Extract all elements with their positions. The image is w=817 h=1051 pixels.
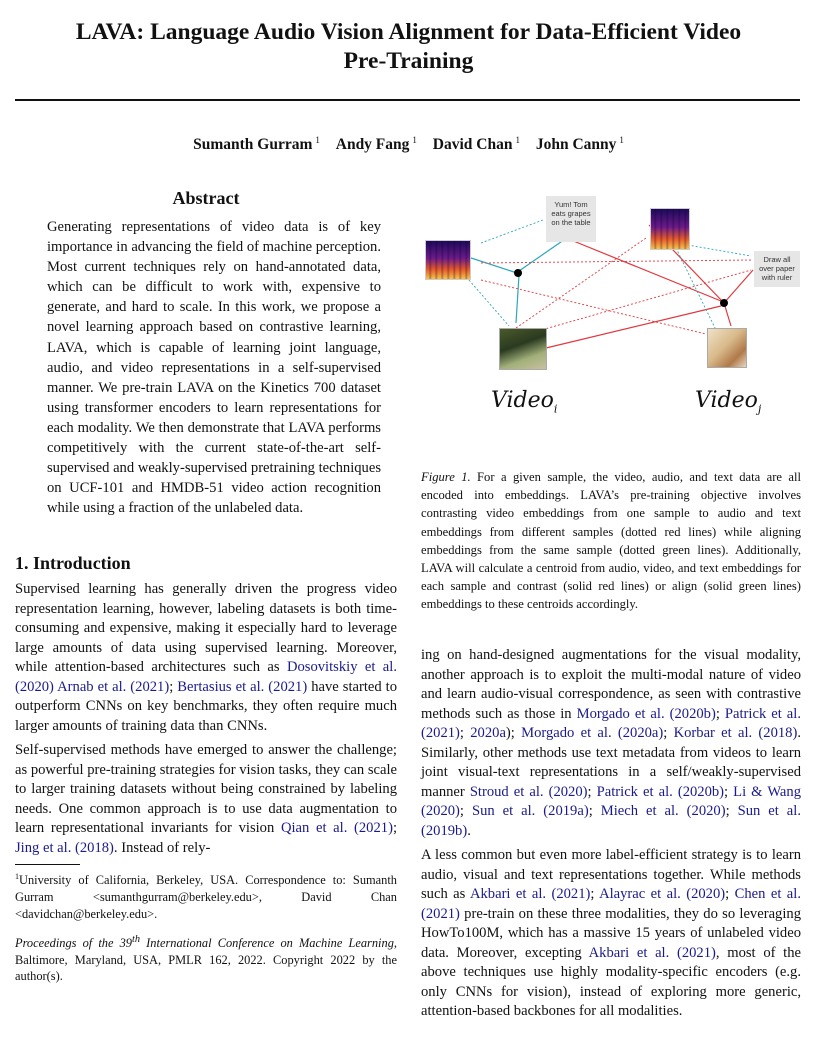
citation-link[interactable]: Akbari et al. (2021) — [588, 944, 716, 961]
video-frame-j — [707, 328, 747, 368]
text-caption-j: Draw all over paper with ruler — [754, 251, 800, 287]
video-j-label: Video$_j$ — [695, 388, 762, 416]
intro-paragraph-2: Self-supervised methods have emerged to answer the challenge; as powerful pre-training strategies for vision tasks, they can scale to larger training datasets without being constrained by labeling needs. One common approach is to use data augmentation to learn representational invariants for vision Qian et al. (2021); Jing et al. (2018). Instead of rely- — [15, 742, 397, 856]
intro-paragraph-1: Supervised learning has generally driven the progress video representation learning, however, labeling datasets is both time-consuming and expensive, making it especially hard to leverage large amounts of data using supervised learning. Moreover, while attention-based architectures such as Dosovitskiy et al. (2020) Arnab et al. (2021); Bertasius et al. (2021) have started to outperform CNNs on key benchmarks, they often require much larger amounts of training data than CNNs. — [15, 581, 398, 734]
section-heading-introduction: 1. Introduction — [15, 553, 131, 574]
citation-link[interactable]: Miech et al. (2020) — [600, 803, 726, 819]
paper-title — [40, 18, 777, 76]
text-caption-i: Yum! Tom eats grapes on the table — [546, 196, 596, 242]
citation-link[interactable]: Jing et al. (2018) — [15, 839, 114, 856]
citation-link[interactable]: Bertasius et al. (2021) — [177, 678, 308, 695]
video-i-label: Video$_i$ — [491, 388, 558, 416]
citation-link[interactable]: Akbari et al. (2021) — [469, 886, 591, 902]
align-line-solid — [465, 256, 517, 273]
author: Sumanth Gurram $^1$ — [193, 135, 320, 154]
right-paragraph-1: ing on hand-designed augmentations for the visual modality, another approach is to exploit the multi-modal nature of video and learn audio-visual correspondence, as seen with contrastive methods such as those in Morgado et al. (2020b); Patrick et al. (2021); 2020a); Morgado et al. (2020a); Korbar et al. (2018). Similarly, other methods use text metadata from videos to learn joint visual-text representations in a self/weakly-supervised manner Stroud et al. (2020); Patrick et al. (2020b); Li & Wang (2020); Sun et al. (2019a); Miech et al. (2020); Sun et al. (2019b). — [421, 647, 801, 839]
title-line-1: LAVA: Language Audio Vision Alignment for Data-Efficient Video — [75, 19, 742, 45]
title-rule — [15, 99, 800, 101]
author: Andy Fang $^1$ — [335, 135, 417, 154]
abstract-heading: Abstract — [172, 188, 240, 208]
citation-link[interactable]: Patrick et al. (2020b) — [596, 783, 725, 800]
right-column — [421, 646, 801, 1027]
left-column — [15, 188, 397, 985]
align-line-dotted — [469, 280, 509, 326]
contrast-line-solid — [724, 270, 753, 303]
citation-link[interactable]: Alayrac et al. (2020) — [599, 886, 726, 902]
audio-spectrogram-j — [650, 208, 690, 250]
centroid-j — [720, 299, 728, 307]
citation-link[interactable]: Chen et al. (2021) — [421, 886, 801, 922]
citation-link[interactable]: Sun et al. (2019a) — [471, 803, 589, 819]
affiliation-footnote: $^1$University of California, Berkeley, USA. Correspondence to: Sumanth Gurram <sumanthgurram@berkeley.edu>, David Chan <davidchan@berkeley.edu>. — [15, 872, 397, 921]
citation-link[interactable]: Dosovitskiy et al. (2020) — [15, 659, 397, 695]
title-line-2: Pre-Training — [343, 48, 474, 74]
proceedings-note: Proceedings of the 39th International Conference on Machine Learning, Baltimore, Maryland, USA, PMLR 162, 2022. Copyright 2022 by the author(s). — [15, 934, 397, 984]
contrast-line-solid — [546, 306, 721, 348]
right-paragraph-2: A less common but even more label-efficient strategy is to learn audio, visual and text representations together. While methods such as Akbari et al. (2021); Alayrac et al. (2020); Chen et al. (2021) pre-train on these three modalities, they do so leveraging HowTo100M, which has a massive 15 years of unlabeled video data. Moreover, excepting Akbari et al. (2021), most of the above techniques use highly modality-specific encoders (e.g. only CNNs for vision), instead of exploring more generic, attention-based backbones for all modalities. — [421, 847, 802, 1019]
citation-link[interactable]: Sun et al. (2019b) — [421, 803, 801, 839]
author: John Canny $^1$ — [535, 135, 624, 154]
contrast-line-dotted — [531, 270, 751, 333]
footnote-rule — [15, 864, 80, 865]
figure-caption: Figure 1. For a given sample, the video, audio, and text data are all encoded into embeddings. LAVA’s pre-training objective involves contrasting video embeddings from one sample to audio and text embeddings from different samples (dotted red lines) while aligning embeddings from the same sample (dotted green lines). Additionally, LAVA will calculate a centroid from audio, video, and text embeddings for each sample and contrast (solid red lines) or align (solid green lines) embeddings to these centroids accordingly. — [421, 470, 801, 612]
contrast-line-dotted — [481, 280, 706, 334]
citation-link[interactable]: 2020a — [470, 725, 506, 741]
centroid-i — [514, 269, 522, 277]
author: David Chan $^1$ — [432, 135, 520, 154]
citation-link[interactable]: Li & Wang (2020) — [421, 783, 801, 819]
citation-link[interactable]: Qian et al. (2021) — [280, 820, 393, 837]
contrast-line-solid — [571, 240, 721, 301]
abstract-body: Generating representations of video data is of key importance in advancing the field of machine perception. Most current techniques rely on hand-annotated data, which can be difficult to work with, expensive to generate, and hard to scale. In this work, we propose a novel learning approach based on contrastive learning, LAVA, which is capable of learning joint language, audio, and video representations in a self-supervised manner. We pre-train LAVA on the Kinetics 700 dataset using transformer encoders to learn representations for each modality. We then demonstrate that LAVA performs competitively with the current state-of-the-art self-supervised and weakly-supervised pretraining techniques on UCF-101 and HMDB-51 video action recognition while using a fraction of the unlabeled data. — [47, 219, 381, 517]
contrast-line-dotted — [481, 260, 751, 263]
citation-link[interactable]: Stroud et al. (2020) — [469, 783, 588, 800]
align-line-dotted — [481, 220, 543, 243]
citation-link[interactable]: Arnab et al. (2021) — [57, 678, 170, 695]
align-line-solid — [516, 275, 519, 323]
video-frame-i — [499, 328, 547, 370]
citation-link[interactable]: Korbar et al. (2018) — [673, 725, 798, 741]
author-list — [0, 135, 817, 154]
citation-link[interactable]: Patrick et al. (2021) — [421, 705, 801, 741]
figure-1 — [421, 188, 801, 466]
citation-link[interactable]: Morgado et al. (2020b) — [576, 705, 716, 722]
citation-link[interactable]: Morgado et al. (2020a) — [521, 725, 664, 741]
audio-spectrogram-i — [425, 240, 471, 280]
figure-connections — [421, 188, 801, 466]
